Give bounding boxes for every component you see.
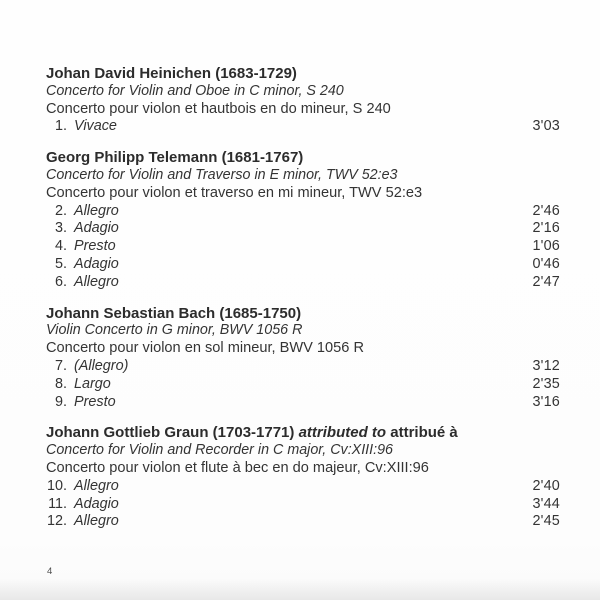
track-title: Allegro	[74, 273, 119, 290]
track-row	[46, 274, 560, 292]
track-number: 11.	[48, 495, 67, 512]
work-title-english: Violin Concerto in G minor, BWV 1056 R	[46, 322, 303, 339]
track-duration: 2'45	[532, 513, 560, 530]
track-title: Adagio	[74, 255, 119, 272]
track-duration: 2'47	[532, 273, 560, 290]
track-duration: 2'40	[532, 477, 560, 494]
track-number: 12.	[46, 513, 67, 530]
track-row	[46, 513, 560, 531]
work-title-french: Concerto pour violon en sol mineur, BWV 1056 R	[46, 340, 364, 357]
track-title: Allegro	[74, 477, 119, 494]
track-row	[46, 238, 560, 256]
track-title: (Allegro)	[74, 357, 129, 374]
composer-line	[46, 305, 560, 323]
composer-name: Johann Sebastian Bach (1685-1750)	[46, 304, 302, 322]
composer-line	[46, 149, 560, 167]
track-title: Adagio	[74, 495, 119, 512]
track-number: 7.	[54, 357, 67, 374]
composer-line	[46, 424, 560, 442]
work-section-telemann	[46, 149, 560, 291]
attribution-french: attribué à	[386, 424, 458, 442]
track-number: 3.	[54, 220, 67, 237]
track-title: Largo	[74, 375, 111, 392]
attribution-english: attributed to	[294, 424, 387, 442]
track-title: Presto	[74, 393, 116, 410]
track-duration: 1'06	[532, 238, 560, 255]
track-number: 1.	[54, 118, 67, 135]
track-duration: 2'46	[532, 202, 560, 219]
track-row	[46, 256, 560, 274]
track-duration: 3'12	[532, 357, 560, 374]
track-duration: 2'16	[532, 220, 560, 237]
track-title: Vivace	[74, 118, 117, 135]
track-number: 6.	[54, 273, 67, 290]
track-title: Allegro	[74, 202, 119, 219]
track-row	[46, 478, 560, 496]
track-row	[46, 118, 560, 136]
work-title-english: Concerto for Violin and Traverso in E minor, TWV 52:e3	[46, 166, 398, 183]
track-duration: 2'35	[532, 375, 560, 392]
track-duration: 3'44	[532, 495, 560, 512]
track-row	[46, 376, 560, 394]
track-number: 4.	[54, 238, 67, 255]
track-row	[46, 220, 560, 238]
composer-line	[46, 65, 560, 83]
work-section-bach	[46, 305, 560, 412]
composer-name: Johan David Heinichen (1683-1729)	[46, 65, 297, 82]
work-section-graun	[46, 424, 560, 531]
track-number: 9.	[54, 393, 67, 410]
track-number: 10.	[46, 477, 67, 494]
track-row	[46, 496, 560, 514]
track-number: 5.	[54, 255, 67, 272]
track-number: 8.	[54, 375, 67, 392]
track-title: Adagio	[74, 220, 119, 237]
track-row	[46, 203, 560, 221]
track-number: 2.	[54, 202, 67, 219]
track-row	[46, 394, 560, 412]
work-title-english: Concerto for Violin and Recorder in C major, Cv:XIII:96	[46, 442, 393, 459]
track-title: Allegro	[74, 513, 119, 530]
composer-name: Georg Philipp Telemann (1681-1767)	[46, 149, 304, 167]
work-section-heinichen	[46, 65, 560, 136]
track-duration: 3'16	[532, 393, 560, 410]
tracklist	[46, 65, 560, 544]
composer-name: Johann Gottlieb Graun (1703-1771)	[46, 424, 295, 442]
work-title-french: Concerto pour violon et flute à bec en do majeur, Cv:XIII:96	[46, 459, 429, 476]
page-number: 4	[47, 566, 53, 577]
track-duration: 3'03	[532, 118, 560, 135]
track-duration: 0'46	[532, 255, 560, 272]
work-title-french: Concerto pour violon et hautbois en do mineur, S 240	[46, 100, 391, 117]
track-row	[46, 358, 560, 376]
track-title: Presto	[74, 238, 116, 255]
work-title-english: Concerto for Violin and Oboe in C minor, S 240	[46, 82, 344, 99]
work-title-french: Concerto pour violon et traverso en mi mineur, TWV 52:e3	[46, 184, 423, 201]
